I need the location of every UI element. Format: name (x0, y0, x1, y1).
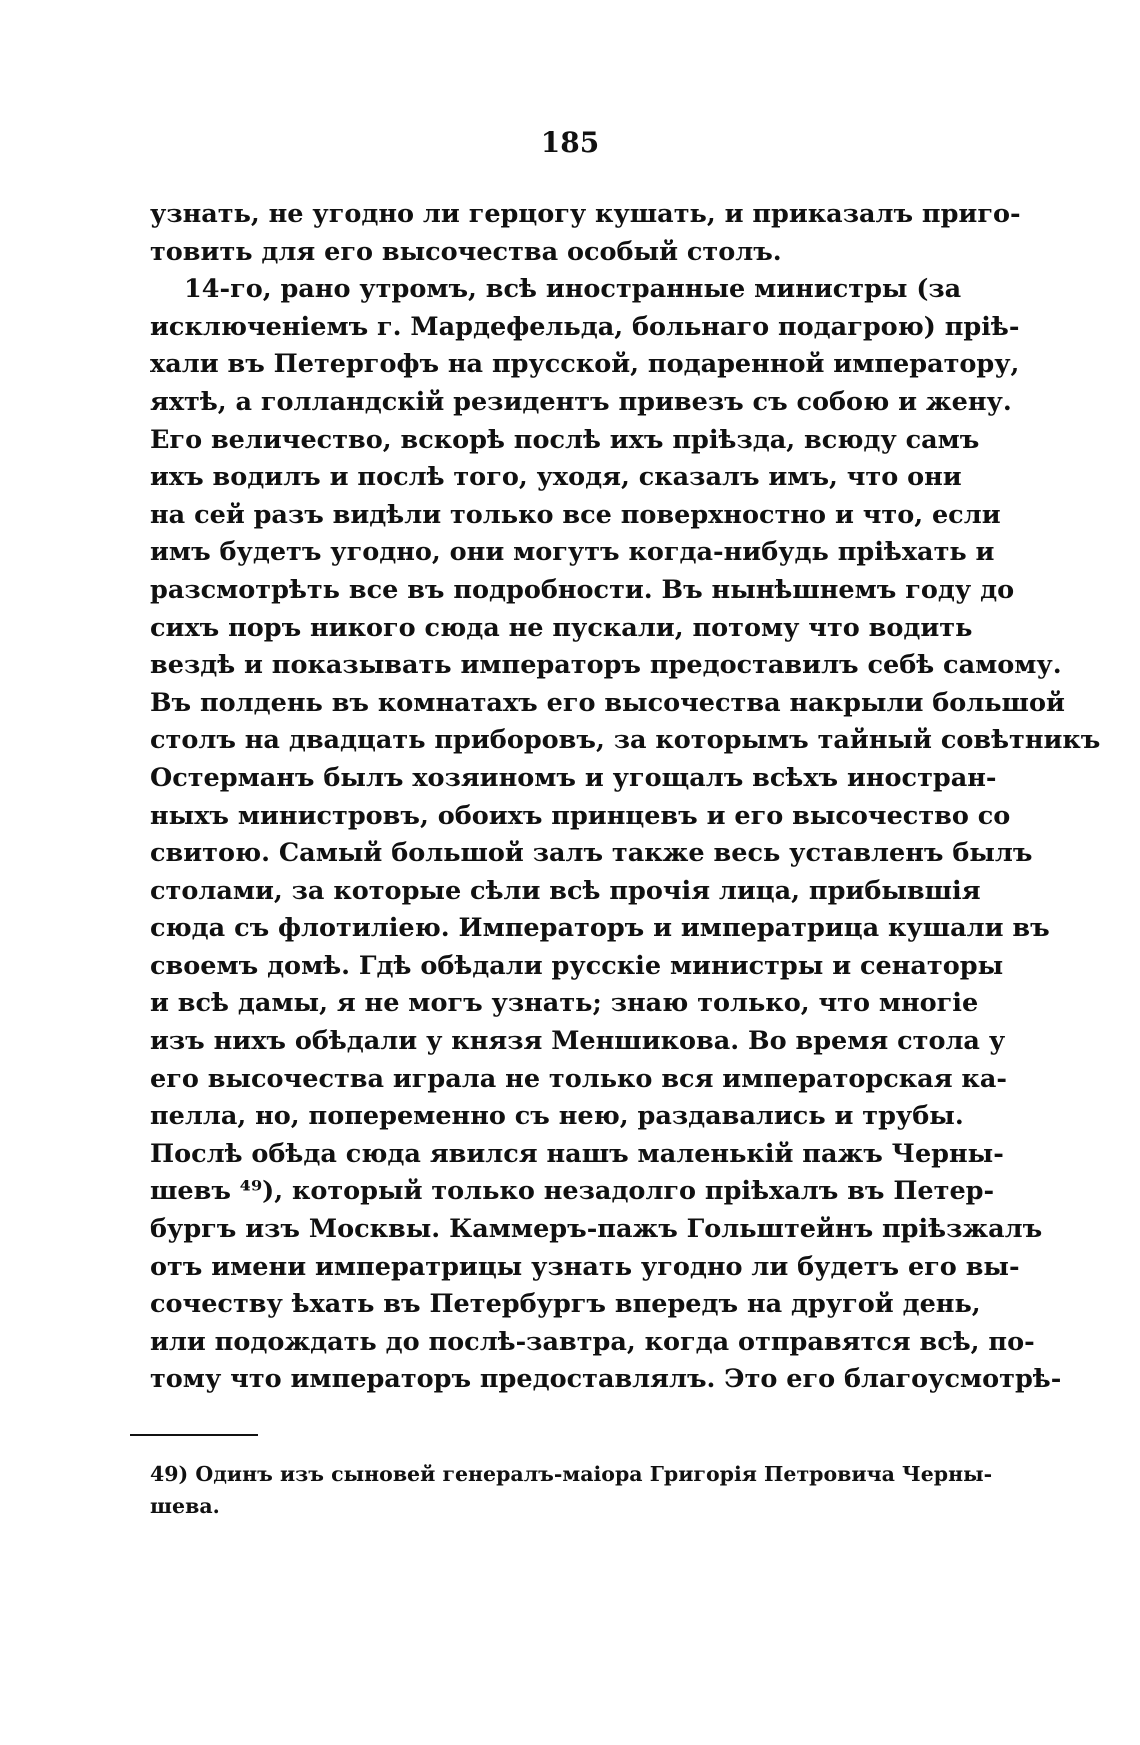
page-number: 185 (540, 126, 600, 159)
text-line: его высочества играла не только вся императорская ка- (150, 1063, 1007, 1094)
text-line: отъ имени императрицы узнать угодно ли будетъ его вы- (150, 1251, 1020, 1282)
footnote-divider (130, 1434, 258, 1436)
text-line: Остерманъ былъ хозяиномъ и угощалъ всѣхъ иностран- (150, 762, 997, 793)
text-line: пелла, но, попеременно съ нею, раздавались и трубы. (150, 1101, 964, 1132)
text-line: узнать, не угодно ли герцогу кушать, и приказалъ приго- (150, 199, 1021, 229)
text-line: на сей разъ видѣли только все поверхностно и что, если (150, 499, 1001, 530)
text-line: столами, за которые сѣли всѣ прочія лица, прибывшія (150, 875, 981, 906)
text-line: исключеніемъ г. Мардефельда, больнаго подагрою) пріѣ- (150, 311, 1020, 342)
footnote-line: 49) Одинъ изъ сыновей генералъ-маіора Григорія Петровича Черны- (150, 1462, 993, 1486)
text-line: сочеству ѣхать въ Петербургъ впередъ на другой день, (150, 1289, 981, 1320)
text-line: сихъ поръ никого сюда не пускали, потому что водить (150, 612, 973, 643)
text-line: изъ нихъ обѣдали у князя Меншикова. Во время стола у (150, 1026, 1006, 1057)
text-line: или подождать до послѣ-завтра, когда отправятся всѣ, по- (150, 1326, 1035, 1357)
text-line: ихъ водилъ и послѣ того, уходя, сказалъ имъ, что они (150, 462, 962, 493)
text-line: столъ на двадцать приборовъ, за которымъ тайный совѣтникъ (150, 725, 1101, 756)
text-line: товить для его высочества особый столъ. (150, 236, 782, 267)
text-line: разсмотрѣть все въ подробности. Въ нынѣшнемъ году до (150, 574, 1015, 605)
text-line: вездѣ и показывать императоръ предоставилъ себѣ самому. (150, 650, 1062, 681)
text-line: яхтѣ, а голландскій резидентъ привезъ съ собою и жену. (150, 386, 1012, 417)
text-line: Послѣ обѣда сюда явился нашъ маленькій пажъ Черны- (150, 1138, 1004, 1169)
text-line: имъ будетъ угодно, они могутъ когда-нибудь пріѣхать и (150, 537, 995, 568)
text-line: 14-го, рано утромъ, всѣ иностранные министры (за (184, 274, 962, 305)
text-line: сюда съ флотиліею. Императоръ и императрица кушали въ (150, 913, 1050, 944)
footnote-line: шева. (150, 1494, 220, 1518)
text-line: Въ полдень въ комнатахъ его высочества накрыли большой (150, 687, 1065, 718)
main-text (150, 196, 1101, 1399)
text-line: хали въ Петергофъ на прусской, подаренной императору, (150, 349, 1020, 380)
text-line: тому что императоръ предоставлялъ. Это его благоусмотрѣ- (150, 1364, 1062, 1395)
text-line: бургъ изъ Москвы. Каммеръ-пажъ Гольштейнъ пріѣзжалъ (150, 1214, 1043, 1245)
text-line: и всѣ дамы, я не могъ узнать; знаю только, что многіе (150, 988, 979, 1019)
text-line: ныхъ министровъ, обоихъ принцевъ и его высочество со (150, 800, 1011, 831)
text-line: своемъ домѣ. Гдѣ обѣдали русскіе министры и сенаторы (150, 950, 1004, 981)
text-line: свитою. Самый большой залъ также весь уставленъ былъ (150, 838, 1033, 869)
text-line: шевъ ⁴⁹), который только незадолго пріѣхалъ въ Петер- (150, 1176, 995, 1207)
text-line: Его величество, вскорѣ послѣ ихъ пріѣзда, всюду самъ (150, 424, 980, 455)
footnote (150, 1458, 993, 1522)
